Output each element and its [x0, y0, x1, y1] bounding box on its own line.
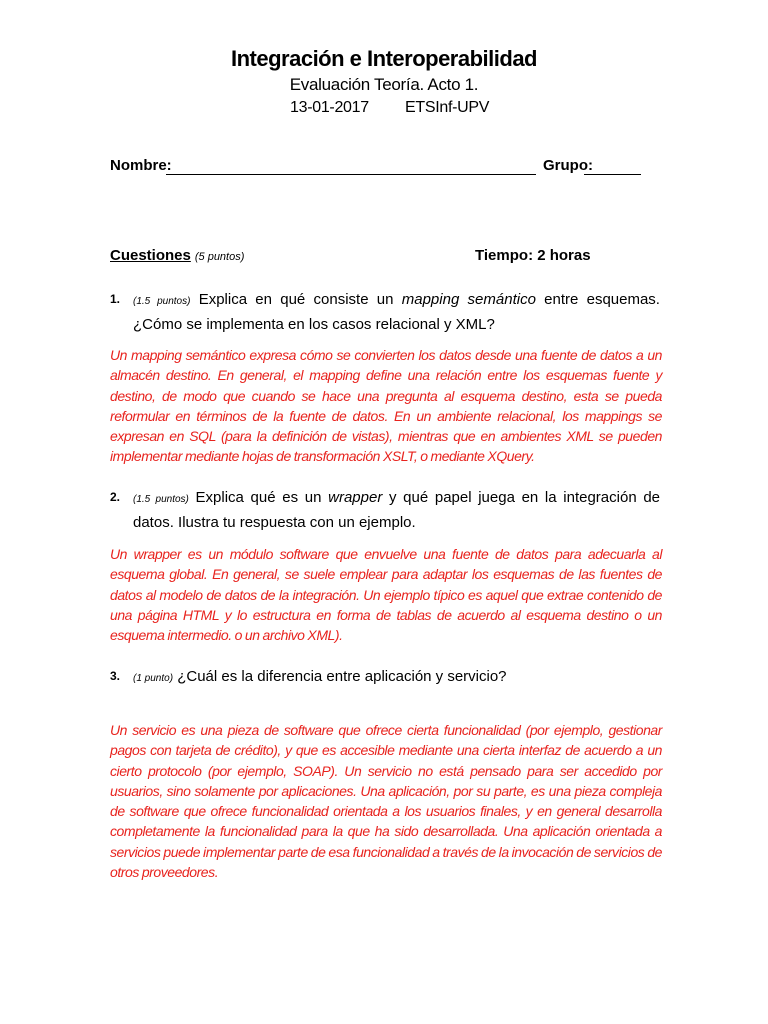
- grupo-label: Grupo:: [543, 157, 593, 174]
- nombre-label: Nombre:: [110, 157, 172, 174]
- question-points: (1.5 puntos): [133, 494, 189, 505]
- time-limit: Tiempo: 2 horas: [475, 247, 591, 264]
- question-3: [110, 665, 660, 690]
- page-subtitle: Evaluación Teoría. Acto 1.: [289, 75, 479, 94]
- question-text-a: Explica qué es un: [188, 489, 329, 506]
- nombre-blank-line: [166, 174, 536, 175]
- question-number: 2.: [110, 490, 121, 504]
- page-title: Integración e Interoperabilidad: [230, 46, 537, 71]
- question-number: 1.: [110, 292, 121, 306]
- grupo-blank-line: [584, 174, 641, 175]
- exam-date: 13-01-2017: [290, 99, 369, 116]
- question-emphasis: mapping semántico: [401, 291, 536, 308]
- answer-1: Un mapping semántico expresa cómo se convierten los datos desde una fuente de datos a un almacén destino. En general, el mapping define una relación entre los esquemas fuente y destino, de modo que cuando se hace una pregunta al esquema destino, esta se pueda reformular en términos de la fuente de datos. En un ambiente relacional, los mappings se expresan en SQL (para la definición de vistas), mientras que en ambientes XML se pueden implementar mediante hojas de transformación XSLT, o mediante XQuery.: [110, 347, 662, 465]
- question-text-b: y qué papel juega en la integración de datos. Ilustra tu respuesta con un ejemplo.: [133, 489, 661, 531]
- question-text-a: Explica en qué consiste un: [190, 291, 402, 308]
- question-text-b: entre esquemas. ¿Cómo se implementa en los casos relacional y XML?: [133, 291, 660, 333]
- nombre-field: [110, 157, 172, 174]
- section-heading: [110, 247, 244, 264]
- question-text-a: ¿Cuál es la diferencia entre aplicación y servicio?: [173, 668, 507, 685]
- question-1: [110, 288, 660, 336]
- question-points: (1 punto): [133, 673, 174, 684]
- question-text: [133, 288, 660, 336]
- answer-3: Un servicio es una pieza de software que ofrece cierta funcionalidad (por ejemplo, gestionar pagos con tarjeta de crédito), y que es accesible mediante una cierta interfaz de acuerdo a un cierto protocolo (por ejemplo, SOAP). Un servicio no está pensado para ser accedido por usuarios, sino solamente por aplicaciones. Una aplicación, por su parte, es una pieza compleja de software que ofrece funcionalidad orientada a los usuarios finales, y en general desarrolla completamente la funcionalidad para la que ha sido desarrollada. Una aplicación orientada a servicios puede implementar parte de esa funcionalidad a través de la invocación de servicios de otros proveedores.: [110, 722, 662, 881]
- question-emphasis: wrapper: [328, 489, 383, 506]
- question-2: [110, 486, 660, 534]
- answer-2: Un wrapper es un módulo software que envuelve una fuente de datos para adecuarla al esquema global. En general, se suele emplear para adaptar los esquemas de las fuentes de datos al modelo de datos de la integración. Un ejemplo típico es aquel que extrae contenido de una página HTML y lo estructura en forma de tablas de acuerdo al esquema destino o un esquema intermedio. o un archivo XML).: [110, 546, 662, 644]
- section-title: Cuestiones: [110, 247, 191, 264]
- section-points: (5 puntos): [194, 251, 245, 263]
- question-points: (1.5 puntos): [133, 296, 191, 307]
- question-text: [133, 486, 660, 534]
- question-number: 3.: [110, 669, 121, 683]
- school-name: ETSInf-UPV: [405, 99, 490, 116]
- question-text: [133, 665, 660, 690]
